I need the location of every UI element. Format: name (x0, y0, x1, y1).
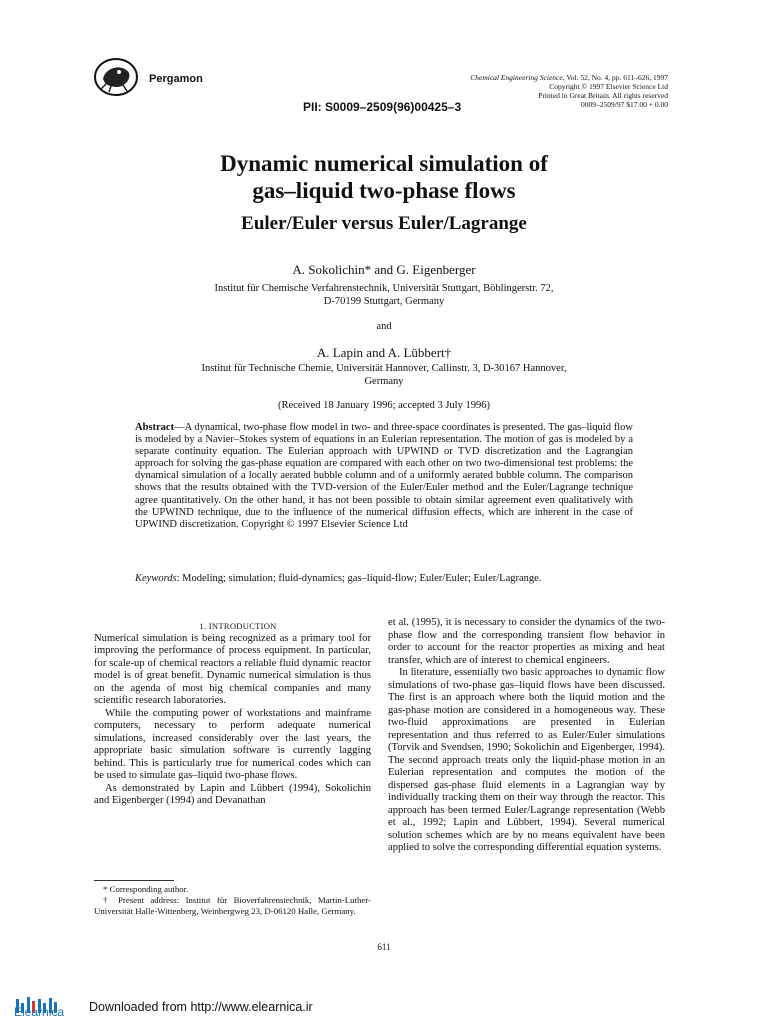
keywords (135, 573, 633, 586)
abstract-label: Abstract (135, 422, 175, 433)
keywords-label: Keywords (135, 573, 177, 584)
footnote-rule (94, 880, 174, 881)
footnote-present-address: † Present address: Institut für Bioverfahrenstechnik, Martin-Luther-Universität Halle-Wittenberg, Weinbergweg 23, D-06120 Halle, Germany. (94, 894, 371, 916)
paragraph: In literature, essentially two basic approaches to dynamic flow simulations of two-phase gas–liquid flows have been discussed. The first is an approach where both the liquid motion and the gas-phase motion are considered in a homogeneous way. These two-fluid approximations are presented in Eulerian representation and thus referred to as Euler/Euler simulations (Torvik and Svendsen, 1990; Sokolichin and Eigenberger, 1994). The second approach treats only the liquid-phase motion in an Eulerian representation and computes the motion of the dispersed gas-phase fluid elements in a Lagrangian way by individually tracking them on their way through the reactor. This approach has been termed Euler/Lagrange representation (Webb et al., 1992; Lapin and Lübbert, 1994). Several numerical solution schemes which are by no means equivalent have been applied to solve the corresponding differential equation systems. (388, 667, 665, 853)
journal-info (388, 73, 668, 109)
affiliation-2 (150, 362, 618, 388)
journal-name: Chemical Engineering Science, (470, 73, 565, 82)
affiliation-1-line-1: Institut für Chemische Verfahrenstechnik, Universität Stuttgart, Böblingerstr. 72, (214, 283, 554, 294)
keywords-text: : Modeling; simulation; fluid-dynamics; gas–liquid-flow; Euler/Euler; Euler/Lagrange. (176, 573, 542, 584)
received-dates: (Received 18 January 1996; accepted 3 July 1996) (278, 400, 490, 411)
elearnica-logo-text: Elearnica (14, 1005, 65, 1019)
journal-volume: Vol. 52, No. 4, pp. 611–626, 1997 (564, 73, 668, 82)
affiliation-1 (150, 282, 618, 308)
affiliation-2-line-2: Germany (364, 376, 404, 387)
authors-group-2: A. Lapin and A. Lübbert† (316, 345, 452, 360)
price-line: 0009–2509/97 $17.00 + 0.00 (581, 100, 668, 109)
footnotes (94, 884, 371, 916)
printed-line: Printed in Great Britain. All rights reserved (538, 91, 668, 100)
section-heading-introduction: 1. INTRODUCTION (199, 621, 277, 631)
footnote-corresponding-author: * Corresponding author. (103, 884, 189, 894)
and-separator: and (376, 321, 392, 332)
copyright-line: Copyright © 1997 Elsevier Science Ltd (549, 82, 668, 91)
right-column (388, 617, 665, 855)
page-number: 611 (377, 942, 391, 952)
paragraph: While the computing power of workstations and mainframe computers, necessary to perform adequate numerical simulations, increased considerably over the last years, the appropriate basic simulation software is currently lagging behind. This is particularly true for numerical codes which can be used to simulate gas–liquid two-phase flows. (94, 707, 371, 781)
authors-group-1: A. Sokolichin* and G. Eigenberger (292, 262, 476, 277)
abstract (135, 422, 633, 531)
article-title (0, 150, 768, 204)
article-subtitle: Euler/Euler versus Euler/Lagrange (241, 213, 527, 234)
title-line-1: Dynamic numerical simulation of (220, 151, 548, 176)
paragraph: Numerical simulation is being recognized as a primary tool for improving the performance of process equipment. In particular, for scale-up of chemical reactors a reliable fluid dynamic reactor model is of great benefit. Dynamic numerical simulation is thus on the agenda of most big chemical companies and many scientific research laboratories. (94, 632, 371, 706)
abstract-text: —A dynamical, two-phase flow model in two- and three-space coordinates is presented. The gas–liquid flow is modeled by a Navier–Stokes system of equations in an Eulerian representation. The motion of gas is modeled by a separate continuity equation. The Eulerian approach with UPWIND or TVD discretization and the Lagrangian approach for solving the gas-phase equation are compared with each other on two two-dimensional test problems: the dynamical simulation of a locally aerated bubble column and of a uniformly aerated bubble column. The comparison shows that the results obtained with the TVD-version of the Euler/Euler method and the Euler/Lagrange technique agree quantitatively. On the other hand, it has not been possible to obtain similar agreement even qualitatively with the UPWIND technique, due to the influence of the numerical diffusion effects, which are inherent in the case of UPWIND discretization. Copyright © 1997 Elsevier Science Ltd (135, 422, 633, 530)
title-line-2: gas–liquid two-phase flows (252, 178, 516, 203)
affiliation-2-line-1: Institut für Technische Chemie, Universität Hannover, Callinstr. 3, D-30167 Hannover, (201, 363, 567, 374)
paragraph: As demonstrated by Lapin and Lübbert (1994), Sokolichin and Eigenberger (1994) and Devanathan (94, 782, 371, 806)
left-column (94, 620, 371, 808)
download-source-link[interactable]: Downloaded from http://www.elearnica.ir (89, 1000, 313, 1014)
affiliation-1-line-2: D-70199 Stuttgart, Germany (323, 296, 445, 307)
paragraph: et al. (1995), it is necessary to consider the dynamics of the two-phase flow and the corresponding transient flow behavior in order to account for the reactor properties as mixing and heat transfer, which are of interest to chemical engineers. (388, 617, 665, 666)
publisher-name: Pergamon (149, 73, 203, 85)
pergamon-logo (93, 57, 139, 97)
pii-code: PII: S0009–2509(96)00425–3 (303, 100, 462, 114)
